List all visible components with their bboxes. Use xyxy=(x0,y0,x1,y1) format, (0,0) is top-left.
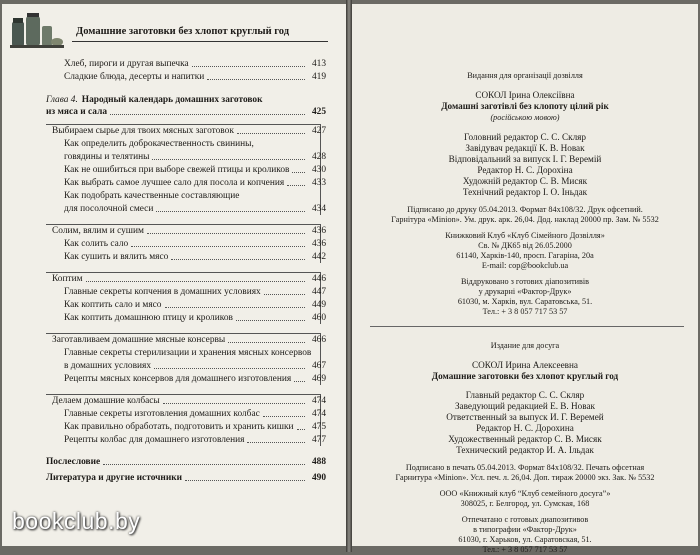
toc-page-number: 466 xyxy=(311,335,326,345)
toc-entry-text: из мяса и сала xyxy=(46,107,108,117)
toc-subentry xyxy=(64,299,326,311)
dot-leader xyxy=(147,232,305,234)
printer-info: 61030, г. Харьков, ул. Саратовская, 51. xyxy=(458,535,592,544)
toc-section xyxy=(52,334,326,346)
toc-entry-text: Хлеб, пироги и другая выпечка xyxy=(64,59,189,69)
toc-section xyxy=(52,273,326,285)
author-name: СОКОЛ Ірина Олексіївна xyxy=(475,90,575,100)
toc-page-number: 436 xyxy=(311,226,326,236)
dot-leader xyxy=(152,158,305,160)
staff-credit: Заведующий редакцией Е. В. Новак xyxy=(454,401,596,411)
toc-entry-text: Коптим xyxy=(52,274,83,284)
toc-page-number: 425 xyxy=(311,107,326,117)
toc-subentry xyxy=(64,177,326,189)
print-info: Гарнітура «Minion». Ум. друк. арк. 26,04. Дод. наклад 20000 пр. Зам. № 5532 xyxy=(391,215,659,224)
printer-info: Отпечатано с готовых диапозитивов xyxy=(461,515,589,524)
staff-credit: Ответственный за выпуск И. Г. Веремей xyxy=(446,412,604,422)
printer-info: Тел.: + 3 8 057 717 53 57 xyxy=(482,307,568,316)
toc-entry-text: Как не ошибиться при выборе свежей птицы и кроликов xyxy=(64,165,290,175)
staff-credit: Главный редактор С. С. Скляр xyxy=(465,390,585,400)
toc-subentry xyxy=(64,360,326,372)
toc-entry-text: Главные секреты стерилизации и хранения мясных консервов xyxy=(64,348,312,358)
toc-entry-text: Сладкие блюда, десерты и напитки xyxy=(64,72,205,82)
dot-leader xyxy=(264,293,305,295)
publisher-info: Книжковий Клуб «Клуб Сімейного Дозвілля» xyxy=(445,231,605,240)
dot-leader xyxy=(86,280,305,282)
toc-entry-text: Как коптить домашнюю птицу и кроликов xyxy=(64,313,233,323)
toc-subentry xyxy=(64,238,326,250)
toc-entry-text: Как выбрать самое лучшее сало для посола и копчения xyxy=(64,178,285,188)
toc-subentry xyxy=(64,373,326,385)
toc-entry-text: Литература и другие источники xyxy=(46,473,183,483)
toc-entry-text: говядины и телятины xyxy=(64,152,150,162)
toc-entry xyxy=(64,71,326,83)
toc-entry-text: Как подобрать качественные составляющие xyxy=(64,191,240,201)
toc-subentry xyxy=(64,251,326,263)
staff-credit: Редактор Н. С. Дорохина xyxy=(476,423,574,433)
toc-subentry xyxy=(64,286,326,298)
publisher-info: 308025, г. Белгород, ул. Сумская, 168 xyxy=(460,499,590,508)
toc-subentry xyxy=(64,190,326,202)
print-info: Гарнитура «Minion». Усл. печ. л. 26,04. Доп. тираж 20000 экз. Зак. № 5532 xyxy=(395,473,655,482)
toc-entry-text: для посолочной смеси xyxy=(64,204,154,214)
staff-credit: Художній редактор С. В. Мисяк xyxy=(462,176,588,186)
dot-leader xyxy=(207,78,305,80)
printer-info: в типографии «Фактор-Друк» xyxy=(473,525,577,534)
dot-leader xyxy=(156,210,305,212)
literature-entry xyxy=(46,472,326,484)
toc-subentry xyxy=(64,421,326,433)
toc-page-number: 475 xyxy=(311,422,326,432)
toc-subentry xyxy=(64,434,326,446)
toc-page-number: 447 xyxy=(311,287,326,297)
toc-page-number: 434 xyxy=(311,204,326,214)
toc-entry-text: Как правильно обработать, подготовить и хранить кишки xyxy=(64,422,294,432)
left-page xyxy=(2,4,346,546)
toc-entry-text: Заготавливаем домашние мясные консервы xyxy=(52,335,226,345)
running-header-title: Домашние заготовки без хлопот круглый год xyxy=(76,26,290,37)
dot-leader xyxy=(163,402,305,404)
toc-page-number: 446 xyxy=(311,274,326,284)
toc-entry-text: Выбираем сырье для твоих мясных заготовок xyxy=(52,126,234,136)
toc-section xyxy=(52,225,326,237)
dot-leader xyxy=(165,306,306,308)
toc-entry-text: Рецепты мясных консервов для домашнего изготовления xyxy=(64,374,292,384)
toc-entry-text: Главные секреты изготовления домашних колбас xyxy=(64,409,260,419)
chapter-heading xyxy=(46,94,326,106)
publisher-info: 61140, Харків-140, просп. Гагаріна, 20а xyxy=(456,251,594,260)
toc-page-number: 490 xyxy=(311,473,326,483)
toc-entry-text: Как определить доброкачественность свинины, xyxy=(64,139,254,149)
toc-section xyxy=(52,125,326,137)
dot-leader xyxy=(263,415,305,417)
toc-subentry xyxy=(64,138,326,150)
toc-page-number: 433 xyxy=(311,178,326,188)
toc-page-number: 477 xyxy=(311,435,326,445)
toc-page-number: 442 xyxy=(311,252,326,262)
author-name: СОКОЛ Ирина Алексеевна xyxy=(471,360,578,370)
toc-entry-text: Как солить сало xyxy=(64,239,129,249)
dot-leader xyxy=(247,441,305,443)
staff-credit: Відповідальний за випуск І. Г. Веремій xyxy=(448,154,602,164)
toc-entry-text: Как коптить сало и мясо xyxy=(64,300,162,310)
toc-page-number: 430 xyxy=(311,165,326,175)
language-note: (російською мовою) xyxy=(490,113,560,122)
toc-page-number: 467 xyxy=(311,361,326,371)
toc-entry-text: Главные секреты копчения в домашних условиях xyxy=(64,287,261,297)
toc-page-number: 474 xyxy=(311,409,326,419)
toc-entry-text: Делаем домашние колбасы xyxy=(52,396,160,406)
edition-type: Видання для організації дозвілля xyxy=(467,71,583,80)
staff-credit: Технический редактор И. А. Ільдак xyxy=(456,445,594,455)
toc-subentry xyxy=(64,203,326,215)
chapter-label: Глава 4. xyxy=(46,95,78,105)
printer-info: Віддруковано з готових діапозитивів xyxy=(460,277,590,286)
dot-leader xyxy=(294,380,305,382)
toc-entry-text: Солим, вялим и сушим xyxy=(52,226,144,236)
dot-leader xyxy=(171,258,305,260)
staff-credit: Художественный редактор С. В. Мисяк xyxy=(448,434,602,444)
toc-page-number: 474 xyxy=(311,396,326,406)
staff-credit: Завідувач редакції К. В. Новак xyxy=(465,143,585,153)
page-header xyxy=(2,4,346,48)
dot-leader xyxy=(131,245,305,247)
header-rule xyxy=(72,41,328,42)
toc-subentry xyxy=(64,164,326,176)
edition-type: Издание для досуга xyxy=(490,341,560,350)
print-info: Подписано в печать 05.04.2013. Формат 84х108/32. Печать офсетная xyxy=(405,463,645,472)
staff-credit: Технічний редактор І. О. Іньдак xyxy=(462,187,588,197)
dot-leader xyxy=(297,428,305,430)
toc-page-number: 427 xyxy=(311,126,326,136)
chapter-title: Народный календарь домашних заготовок xyxy=(81,95,263,105)
toc-subentry xyxy=(64,312,326,324)
printer-info: у друкарні «Фактор-Друк» xyxy=(478,287,572,296)
watermark: bookclub.by xyxy=(12,508,141,534)
publisher-info: E-mail: cop@bookclub.ua xyxy=(481,261,569,270)
dot-leader xyxy=(103,463,305,465)
toc-section xyxy=(52,395,326,407)
dot-leader xyxy=(192,65,305,67)
toc-entry-text: Рецепты колбас для домашнего изготовления xyxy=(64,435,245,445)
dot-leader xyxy=(237,132,305,134)
staff-credit: Головний редактор С. С. Скляр xyxy=(463,132,586,142)
toc-page-number: 428 xyxy=(311,152,326,162)
printer-info: 61030, м. Харків, вул. Саратовська, 51. xyxy=(457,297,593,306)
staff-credit: Редактор Н. С. Дорохіна xyxy=(477,165,573,175)
toc-page-number: 469 xyxy=(311,374,326,384)
dot-leader xyxy=(110,113,305,115)
toc-page-number: 488 xyxy=(311,457,326,467)
book-title: Домашние заготовки без хлопот круглый год xyxy=(431,371,619,381)
afterword-entry xyxy=(46,456,326,468)
right-page xyxy=(352,4,698,554)
print-info: Підписано до друку 05.04.2013. Формат 84х108/32. Друк офсетний. xyxy=(407,205,643,214)
preserve-jars-icon xyxy=(10,12,64,48)
toc-subentry xyxy=(64,408,326,420)
toc-page-number: 436 xyxy=(311,239,326,249)
toc-page-number: 413 xyxy=(311,59,326,69)
divider xyxy=(370,326,684,327)
toc-entry xyxy=(64,58,326,70)
printer-info: Тел.: + 3 8 057 717 53 57 xyxy=(482,545,568,554)
toc-entry-text: Послесловие xyxy=(46,457,101,467)
dot-leader xyxy=(185,479,305,481)
book-title: Домашні заготівлі без клопоту цілий рік xyxy=(441,101,609,111)
dot-leader xyxy=(287,184,305,186)
toc-page-number: 419 xyxy=(311,72,326,82)
publisher-info: Св. № ДК65 від 26.05.2000 xyxy=(478,241,572,250)
toc-subentry xyxy=(64,151,326,163)
toc-entry-text: Как сушить и вялить мясо xyxy=(64,252,169,262)
dot-leader xyxy=(236,319,305,321)
toc-page-number: 449 xyxy=(311,300,326,310)
dot-leader xyxy=(228,341,305,343)
toc-entry-text: в домашних условиях xyxy=(64,361,152,371)
chapter-heading-cont xyxy=(46,106,326,118)
toc-subentry xyxy=(64,347,326,359)
toc-page-number: 460 xyxy=(311,313,326,323)
dot-leader xyxy=(154,367,305,369)
publisher-info: ООО «Книжный клуб “Клуб семейного досуга”» xyxy=(439,489,611,498)
dot-leader xyxy=(292,171,305,173)
